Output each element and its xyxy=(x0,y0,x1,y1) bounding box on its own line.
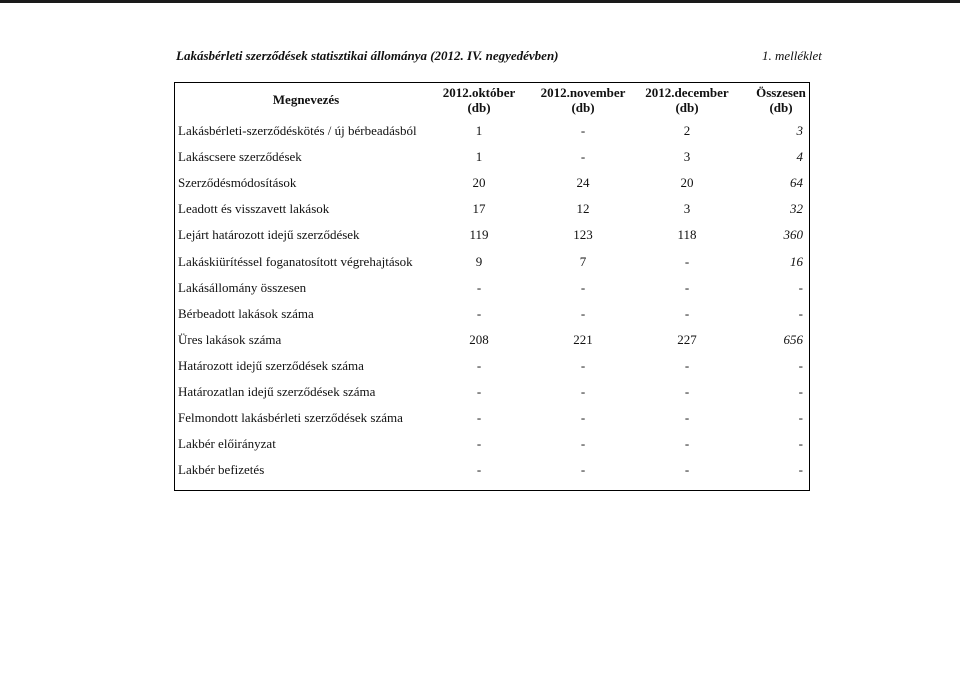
cell-dec: - xyxy=(684,357,690,373)
table-header xyxy=(175,83,809,116)
cell-nov: - xyxy=(580,149,586,165)
table-row xyxy=(175,327,809,353)
cell-oct: - xyxy=(476,410,482,426)
cell-nov: 221 xyxy=(573,331,593,347)
top-border-rule xyxy=(0,0,960,3)
table-row xyxy=(175,196,809,222)
annex-label: 1. melléklet xyxy=(762,48,822,63)
cell-total: 3 xyxy=(796,123,803,138)
cell-nov: - xyxy=(580,305,586,321)
header-name: Megnevezés xyxy=(272,91,340,107)
cell-total: 4 xyxy=(796,149,803,165)
table-row xyxy=(175,275,809,301)
cell-nov: 24 xyxy=(576,175,590,191)
header-december: 2012.december (db) xyxy=(645,85,729,115)
table-row xyxy=(175,118,809,144)
table-row xyxy=(175,353,809,379)
cell-nov: - xyxy=(580,410,586,426)
cell-total: - xyxy=(798,462,803,478)
cell-oct: 208 xyxy=(469,331,489,347)
cell-total: 16 xyxy=(790,253,803,269)
cell-dec: - xyxy=(684,462,690,478)
row-label: Határozatlan idejű szerződések száma xyxy=(178,384,376,399)
cell-nov: - xyxy=(580,357,586,373)
cell-nov: 7 xyxy=(579,253,587,269)
row-label: Üres lakások száma xyxy=(178,331,282,347)
row-label: Határozott idejű szerződések száma xyxy=(178,357,364,373)
cell-nov: - xyxy=(580,384,586,399)
cell-dec: 2 xyxy=(683,123,691,138)
row-label: Lakáskiürítéssel foganatosított végrehajtások xyxy=(178,253,413,269)
cell-dec: - xyxy=(684,279,690,295)
cell-oct: 20 xyxy=(472,175,486,191)
cell-dec: - xyxy=(684,410,690,426)
cell-oct: 9 xyxy=(475,253,483,269)
cell-total: - xyxy=(798,279,803,295)
table-row xyxy=(175,457,809,483)
table-row xyxy=(175,222,809,248)
table-row xyxy=(175,405,809,431)
cell-total: - xyxy=(798,436,803,452)
document-title: Lakásbérleti szerződések statisztikai állománya (2012. IV. negyedévben) xyxy=(176,48,559,63)
cell-oct: 1 xyxy=(475,123,483,138)
cell-oct: - xyxy=(476,436,482,452)
statistics-table xyxy=(174,82,810,491)
row-label: Lakáscsere szerződések xyxy=(178,149,302,165)
table-row xyxy=(175,249,809,275)
cell-dec: 3 xyxy=(683,149,691,165)
cell-oct: 119 xyxy=(469,227,489,243)
cell-nov: - xyxy=(580,279,586,295)
cell-oct: - xyxy=(476,357,482,373)
cell-total: 656 xyxy=(783,331,803,347)
cell-total: - xyxy=(798,357,803,373)
table-row xyxy=(175,431,809,457)
table-row xyxy=(175,301,809,327)
cell-oct: 1 xyxy=(475,149,483,165)
header-november: 2012.november (db) xyxy=(540,85,626,115)
cell-dec: 227 xyxy=(677,331,697,347)
cell-dec: 3 xyxy=(683,201,691,217)
cell-oct: - xyxy=(476,279,482,295)
cell-oct: - xyxy=(476,462,482,478)
cell-nov: 123 xyxy=(573,227,593,243)
cell-total: 360 xyxy=(783,227,803,243)
cell-nov: - xyxy=(580,436,586,452)
row-label: Lejárt határozott idejű szerződések xyxy=(178,227,360,243)
cell-oct: - xyxy=(476,384,482,399)
row-label: Lakásállomány összesen xyxy=(178,279,307,295)
cell-dec: - xyxy=(684,305,690,321)
row-label: Szerződésmódosítások xyxy=(178,175,297,191)
row-label: Leadott és visszavett lakások xyxy=(178,201,330,217)
row-label: Lakásbérleti-szerződéskötés / új bérbeadásból xyxy=(178,123,417,138)
cell-dec: - xyxy=(684,253,690,269)
row-label: Felmondott lakásbérleti szerződések száma xyxy=(178,410,403,426)
row-label: Lakbér előirányzat xyxy=(178,436,276,452)
cell-dec: 20 xyxy=(680,175,694,191)
table-row xyxy=(175,144,809,170)
header-total: Összesen (db) xyxy=(756,85,806,115)
cell-total: - xyxy=(798,410,803,426)
row-label: Bérbeadott lakások száma xyxy=(178,305,314,321)
cell-oct: - xyxy=(476,305,482,321)
cell-nov: - xyxy=(580,123,586,138)
cell-dec: - xyxy=(684,384,690,399)
cell-dec: - xyxy=(684,436,690,452)
cell-total: - xyxy=(798,305,803,321)
cell-nov: - xyxy=(580,462,586,478)
table-row xyxy=(175,170,809,196)
cell-nov: 12 xyxy=(576,201,590,217)
cell-oct: 17 xyxy=(472,201,486,217)
row-label: Lakbér befizetés xyxy=(178,462,265,478)
table-row xyxy=(175,379,809,405)
cell-dec: 118 xyxy=(677,227,697,243)
cell-total: 64 xyxy=(790,175,803,191)
cell-total: - xyxy=(798,384,803,399)
cell-total: 32 xyxy=(790,201,803,217)
header-october: 2012.október (db) xyxy=(442,85,516,115)
